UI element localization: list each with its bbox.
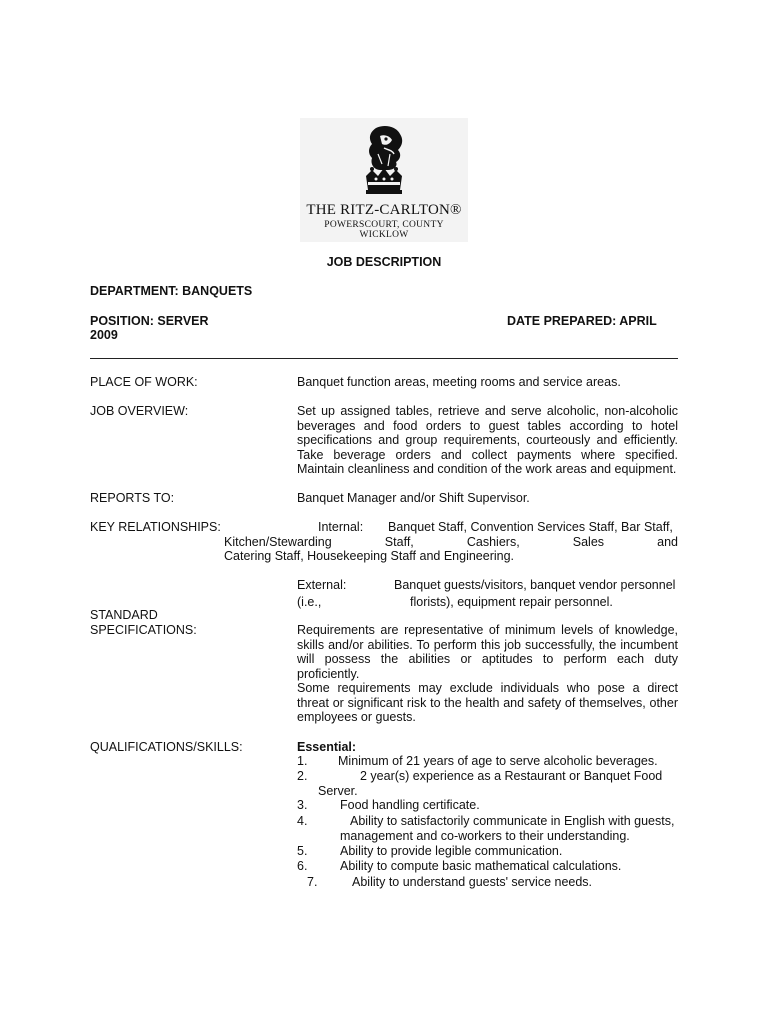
- internal-label: Internal:: [318, 520, 364, 534]
- external-line2a: (i.e.,: [297, 595, 322, 609]
- qual-num-6: 6.: [297, 859, 308, 873]
- qual-text-1: Minimum of 21 years of age to serve alcoholic beverages.: [338, 754, 658, 768]
- lion-crown-icon: [354, 124, 414, 200]
- essential-heading: Essential:: [297, 740, 357, 754]
- job-overview-label: JOB OVERVIEW:: [90, 404, 189, 418]
- qual-num-7: 7.: [307, 875, 318, 889]
- external-label: External:: [297, 578, 347, 592]
- job-overview-value: Set up assigned tables, retrieve and serve alcoholic, non-alcoholic beverages and food orders to guest tables according to hotel specifications and group requirements, courteously and efficiently. Take beverage orders and collect payments where specified. Maintain cleanliness and condition of the work areas and equipment.: [297, 404, 678, 476]
- qual-text-3: Food handling certificate.: [340, 798, 480, 812]
- standard-label: STANDARD: [90, 608, 158, 622]
- reports-to-label: REPORTS TO:: [90, 491, 175, 505]
- date-year: 2009: [90, 328, 118, 342]
- external-line2b: florists), equipment repair personnel.: [410, 595, 613, 609]
- external-line1: Banquet guests/visitors, banquet vendor personnel: [394, 578, 676, 592]
- internal-line2: Kitchen/Stewarding Staff, Cashiers, Sales and: [224, 535, 678, 549]
- qual-num-2: 2.: [297, 769, 308, 783]
- qual-num-5: 5.: [297, 844, 308, 858]
- department: DEPARTMENT: BANQUETS: [90, 284, 253, 298]
- specifications-para2: Some requirements may exclude individuals who pose a direct threat or significant risk to the health and safety of themselves, other employees or guests.: [297, 681, 678, 724]
- qual-text-2b: Server.: [318, 784, 358, 798]
- specifications-para1: Requirements are representative of minimum levels of knowledge, skills and/or abilities. To perform this job successfully, the incumbent will possess the abilities or aptitudes to perform each duty proficiently.: [297, 623, 678, 681]
- qualifications-label: QUALIFICATIONS/SKILLS:: [90, 740, 243, 754]
- place-of-work-value: Banquet function areas, meeting rooms and service areas.: [297, 375, 621, 389]
- date-prepared: DATE PREPARED: APRIL: [507, 314, 657, 328]
- internal-line3: Catering Staff, Housekeeping Staff and Engineering.: [224, 549, 515, 563]
- qual-text-7: Ability to understand guests' service needs.: [352, 875, 593, 889]
- qual-text-5: Ability to provide legible communication.: [340, 844, 563, 858]
- qual-num-4: 4.: [297, 814, 308, 828]
- qual-text-6: Ability to compute basic mathematical calculations.: [340, 859, 622, 873]
- qual-num-1: 1.: [297, 754, 308, 768]
- internal-line1: Banquet Staff, Convention Services Staff, Bar Staff,: [388, 520, 673, 534]
- hotel-name: THE RITZ-CARLTON®: [306, 202, 462, 218]
- hotel-logo: [300, 118, 468, 242]
- qual-num-3: 3.: [297, 798, 308, 812]
- position: POSITION: SERVER: [90, 314, 209, 328]
- divider: [90, 358, 678, 359]
- qual-text-4b: management and co-workers to their understanding.: [340, 829, 630, 843]
- place-of-work-label: PLACE OF WORK:: [90, 375, 198, 389]
- specifications-label: SPECIFICATIONS:: [90, 623, 197, 637]
- key-relationships-label: KEY RELATIONSHIPS:: [90, 520, 221, 534]
- hotel-location: POWERSCOURT, COUNTY WICKLOW: [324, 220, 444, 240]
- reports-to-value: Banquet Manager and/or Shift Supervisor.: [297, 491, 530, 505]
- qual-text-4: Ability to satisfactorily communicate in English with guests,: [350, 814, 675, 828]
- qual-text-2: 2 year(s) experience as a Restaurant or Banquet Food: [360, 769, 663, 783]
- document-title: JOB DESCRIPTION: [326, 255, 442, 269]
